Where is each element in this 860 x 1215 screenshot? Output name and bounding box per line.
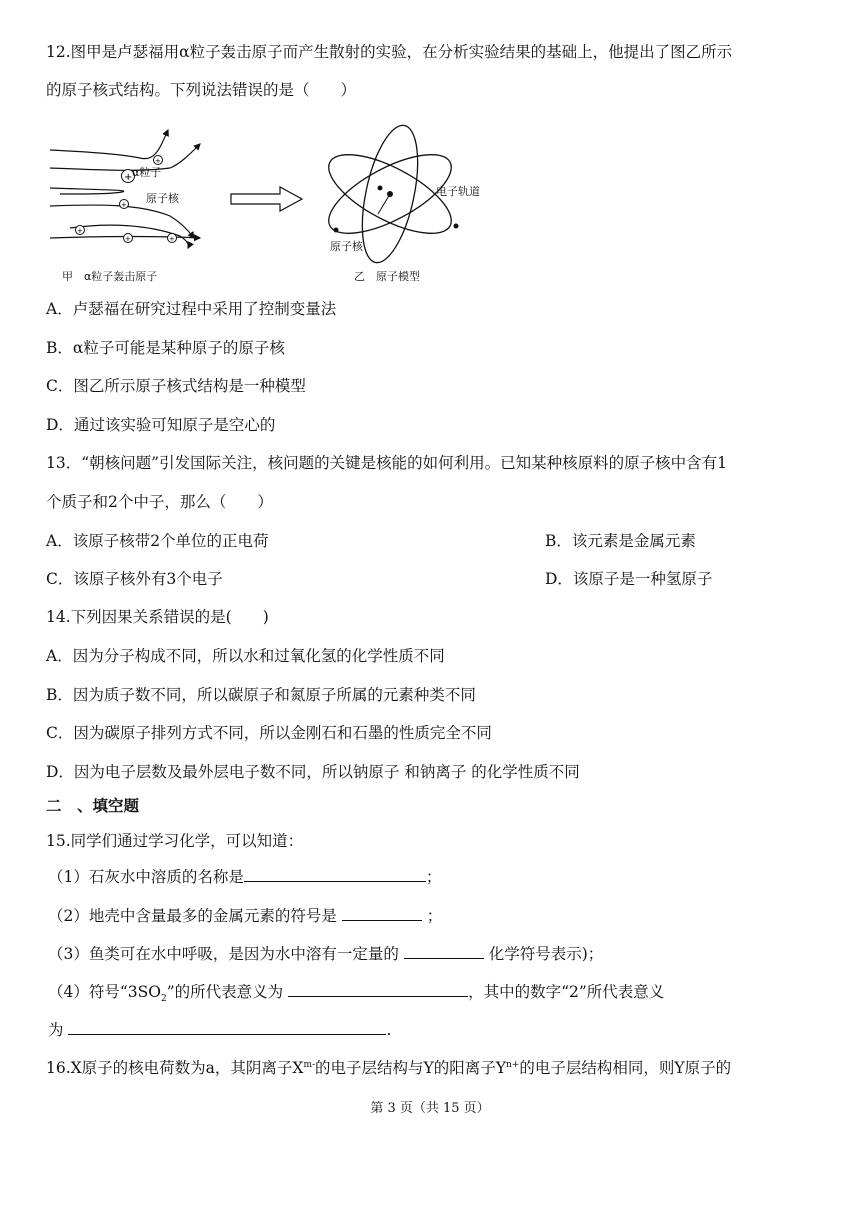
- svg-text:+: +: [124, 172, 133, 183]
- q15-part4-line2-text: 为: [48, 1021, 69, 1039]
- q16-stem: [46, 1058, 731, 1078]
- q15-stem: 15.同学们通过学习化学，可以知道：: [46, 832, 304, 850]
- q15-part1-end: ；: [425, 868, 442, 886]
- q14-option-b: B．因为质子数不同，所以碳原子和氮原子所属的元素种类不同: [46, 686, 476, 704]
- q16-text-a: 16.X原子的核电荷数为a，其阴离子X: [46, 1059, 304, 1077]
- right-arrow-icon: [230, 186, 304, 212]
- q13-option-c: C．该原子核外有3个电子: [46, 570, 223, 588]
- page-footer: 第 3 页（共 15 页）: [370, 1101, 490, 1116]
- q12-option-b: B．α粒子可能是某种原子的原子核: [46, 339, 285, 357]
- superscript-n-plus: n+: [506, 1059, 520, 1070]
- caption-figure-b: 乙 原子模型: [354, 270, 420, 283]
- q16-text-c: 的电子层结构相同，则Y原子的: [519, 1059, 732, 1077]
- q15-part4: [48, 981, 665, 1005]
- q14-option-c: C．因为碳原子排列方式不同，所以金刚石和石墨的性质完全不同: [46, 724, 492, 742]
- answer-blank-5[interactable]: [68, 1019, 386, 1035]
- q12-option-d: D．通过该实验可知原子是空心的: [46, 416, 276, 434]
- q15-part3-text: （3）鱼类可在水中呼吸，是因为水中溶有一定量的: [48, 945, 404, 963]
- q13-stem-line2: 个质子和2个中子，那么（ ）: [46, 493, 273, 511]
- q13-option-d: D．该原子是一种氢原子: [545, 570, 713, 588]
- figure-alpha-scattering: [50, 118, 220, 268]
- svg-text:+: +: [77, 227, 83, 235]
- q16-text-b: 的电子层结构与Y的阳离子Y: [315, 1059, 507, 1077]
- q14-stem: 14.下列因果关系错误的是( ): [46, 608, 269, 626]
- section-title-fill-in: 二 、填空题: [46, 797, 140, 815]
- svg-text:+: +: [169, 235, 175, 243]
- q15-part4-text-c: ，其中的数字“2”所代表意义: [468, 983, 665, 1001]
- svg-text:+: +: [125, 235, 131, 243]
- q13-stem-line1: 13．“朝核问题”引发国际关注，核问题的关键是核能的如何利用。已知某种核原料的原子核中含有1: [46, 454, 727, 472]
- q15-part2-end: ；: [421, 907, 443, 925]
- q15-part1-text: （1）石灰水中溶质的名称是: [48, 868, 244, 886]
- q15-part1: [48, 866, 441, 887]
- answer-blank-2[interactable]: [342, 905, 422, 921]
- q14-option-a: A．因为分子构成不同，所以水和过氧化氢的化学性质不同: [46, 647, 445, 665]
- q15-part3-end: 化学符号表示)；: [483, 945, 604, 963]
- q12-stem-line2: 的原子核式结构。下列说法错误的是（ ）: [46, 81, 357, 99]
- q12-option-c: C．图乙所示原子核式结构是一种模型: [46, 377, 306, 395]
- answer-blank-4[interactable]: [288, 981, 468, 997]
- subscript-2: 2: [160, 994, 167, 1005]
- caption-figure-a: 甲 α粒子轰击原子: [62, 270, 158, 283]
- q13-option-a: A．该原子核带2个单位的正电荷: [46, 532, 269, 550]
- q15-part4-line2-end: .: [386, 1021, 392, 1039]
- q12-stem-line1: 12.图甲是卢瑟福用α粒子轰击原子而产生散射的实验，在分析实验结果的基础上，他提出了图乙所示: [46, 43, 733, 61]
- superscript-m-minus: m-: [303, 1059, 316, 1070]
- answer-blank-1[interactable]: [244, 866, 426, 882]
- q15-part4-text-a: （4）符号“3SO: [48, 983, 161, 1001]
- label-electron-orbit: 电子轨道: [436, 185, 480, 198]
- q14-option-d: D．因为电子层数及最外层电子数不同，所以钠原子 和钠离子 的化学性质不同: [46, 763, 580, 781]
- svg-text:+: +: [155, 157, 161, 165]
- q15-part2: [48, 905, 442, 926]
- label-alpha-particle: α粒子: [132, 166, 162, 179]
- q15-part4-line2: [48, 1019, 391, 1040]
- q12-option-a: A．卢瑟福在研究过程中采用了控制变量法: [46, 300, 337, 318]
- q15-part2-text: （2）地壳中含量最多的金属元素的符号是: [48, 907, 342, 925]
- q13-option-b: B．该元素是金属元素: [545, 532, 696, 550]
- label-nucleus-b: 原子核: [330, 240, 363, 253]
- svg-text:+: +: [121, 201, 127, 209]
- answer-blank-3[interactable]: [404, 943, 484, 959]
- q15-part3: [48, 943, 603, 964]
- q15-part4-text-b: ”的所代表意义为: [166, 983, 289, 1001]
- label-nucleus-a: 原子核: [146, 192, 179, 205]
